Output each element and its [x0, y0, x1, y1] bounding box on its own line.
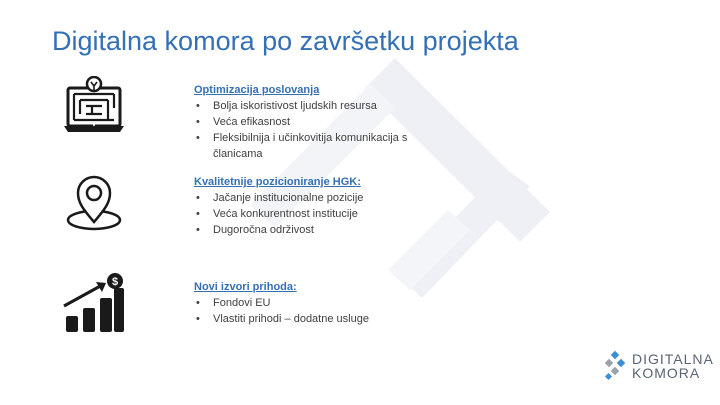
- location-pin-icon: [62, 174, 126, 232]
- bullet: •: [196, 116, 200, 128]
- diamond-dots-icon: [604, 351, 626, 381]
- bullet: •: [196, 208, 200, 220]
- list-item: • Jačanje institucionalne pozicije: [196, 192, 364, 204]
- bullet: •: [196, 224, 200, 236]
- bullet: •: [196, 313, 200, 325]
- section-prihodi: [194, 279, 369, 327]
- growth-chart-dollar-icon: [62, 272, 126, 334]
- maze-laptop-icon: [62, 76, 126, 136]
- list-item: • Veća konkurentnost institucije: [196, 208, 358, 220]
- list-item: • Fleksibilnija i učinkovitija komunikacija s članicama: [196, 132, 408, 160]
- list-item: • Fondovi EU: [196, 297, 271, 309]
- bullet: •: [196, 297, 200, 309]
- bullet: •: [196, 132, 200, 144]
- section-heading: Novi izvori prihoda:: [194, 281, 297, 293]
- section-heading: Optimizacija poslovanja: [194, 84, 320, 96]
- list-item: • Veća efikasnost: [196, 116, 291, 128]
- logo-line1: DIGITALNA: [632, 351, 714, 367]
- list-item: • Bolja iskoristivost ljudskih resursa: [196, 100, 377, 112]
- section-pozicioniranje: [194, 174, 363, 238]
- bullet: •: [196, 192, 200, 204]
- section-heading: Kvalitetnije pozicioniranje HGK:: [194, 176, 361, 188]
- bullet: •: [196, 100, 200, 112]
- section-optimizacija: [194, 82, 453, 162]
- list-item: • Vlastiti prihodi – dodatne usluge: [196, 313, 369, 325]
- list-item: • Dugoročna održivost: [196, 224, 314, 236]
- logo-line2: KOMORA: [632, 365, 701, 381]
- digitalna-komora-logo: [604, 351, 714, 381]
- page-title: Digitalna komora po završetku projekta: [52, 26, 519, 56]
- svg-text:$: $: [111, 276, 119, 288]
